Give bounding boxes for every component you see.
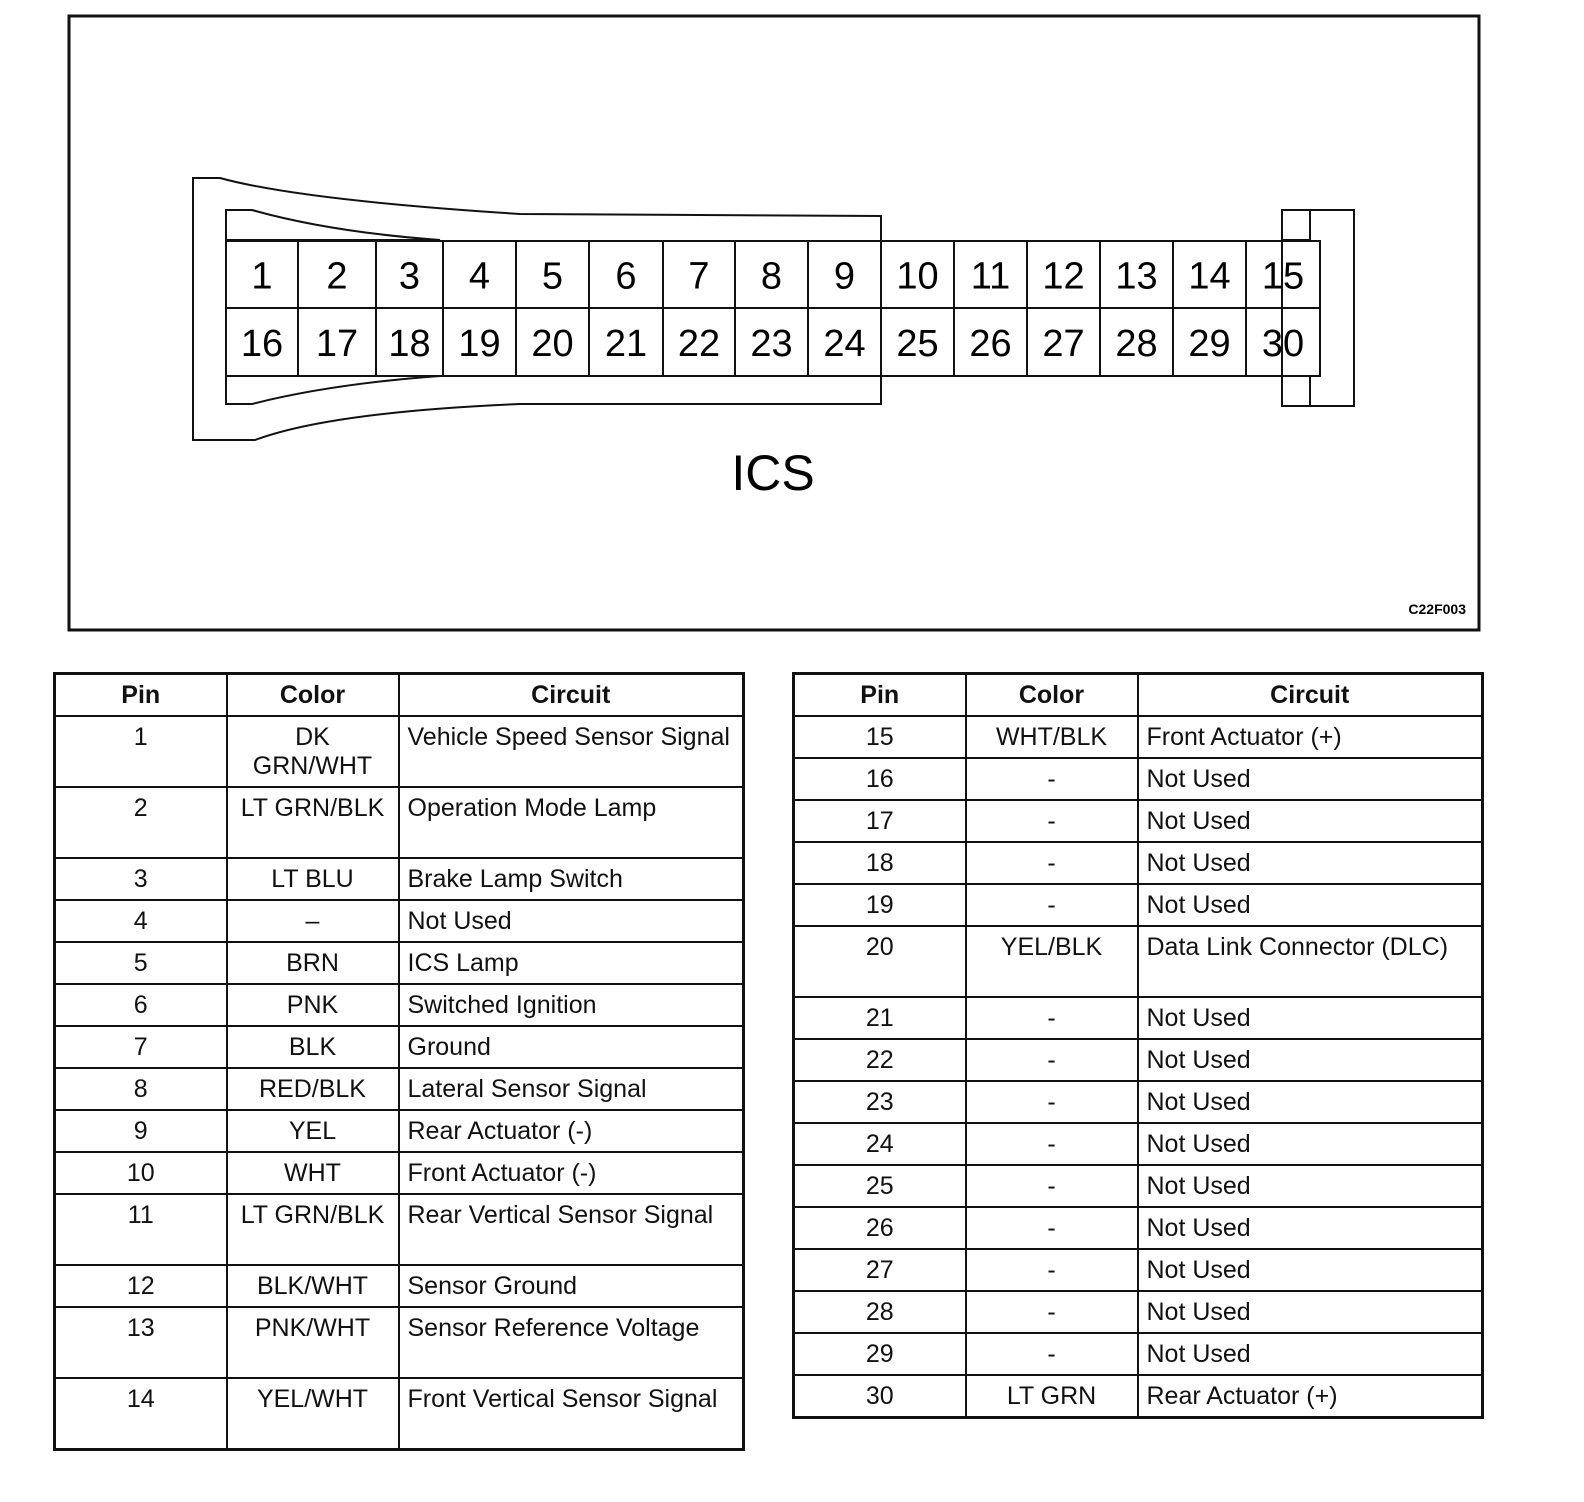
color-cell: YEL [227, 1110, 399, 1152]
pin-number: 3 [398, 255, 421, 298]
pin-number: 26 [969, 323, 1012, 365]
pin-number: 13 [1115, 255, 1158, 298]
table-row [55, 1152, 744, 1194]
pin-number: 5 [541, 255, 564, 298]
pin-table-left [53, 672, 745, 1451]
pin-cell-value: 1 [55, 716, 227, 787]
table-row [794, 1081, 1483, 1123]
pin-number: 29 [1188, 323, 1231, 365]
color-cell: YEL/WHT [227, 1378, 399, 1450]
pin-number: 4 [468, 255, 491, 298]
color-cell: LT BLU [227, 858, 399, 900]
circuit-cell: Rear Vertical Sensor Signal [399, 1194, 744, 1265]
table-row [794, 997, 1483, 1039]
table-row [55, 1026, 744, 1068]
color-cell: – [227, 900, 399, 942]
pin-number: 23 [750, 323, 793, 365]
pin-number: 16 [240, 323, 284, 365]
pin-cell-value: 7 [55, 1026, 227, 1068]
pin-cell-value: 18 [794, 842, 966, 884]
pin-number: 21 [604, 323, 648, 365]
pin-cell-value: 11 [55, 1194, 227, 1265]
table-row [794, 716, 1483, 758]
circuit-cell: Not Used [1138, 1207, 1483, 1249]
connector-diagram [0, 0, 1584, 640]
pin-cell-value: 27 [794, 1249, 966, 1291]
pin-cell-value: 16 [794, 758, 966, 800]
pin-cell-value: 4 [55, 900, 227, 942]
color-cell: - [966, 997, 1138, 1039]
circuit-cell: Rear Actuator (+) [1138, 1375, 1483, 1418]
color-cell: - [966, 1291, 1138, 1333]
table-row [794, 842, 1483, 884]
table-row [55, 787, 744, 858]
pin-cell-value: 29 [794, 1333, 966, 1375]
pin-cell-value: 3 [55, 858, 227, 900]
circuit-cell: Ground [399, 1026, 744, 1068]
circuit-cell: Front Actuator (-) [399, 1152, 744, 1194]
pin-number: 6 [615, 255, 637, 298]
pin-table-right [792, 672, 1484, 1419]
circuit-cell: Brake Lamp Switch [399, 858, 744, 900]
pin-number: 15 [1261, 255, 1305, 298]
header-pin: Pin [794, 674, 966, 717]
pin-cell-value: 2 [55, 787, 227, 858]
pin-number: 25 [896, 323, 939, 365]
circuit-cell: Sensor Ground [399, 1265, 744, 1307]
color-cell: WHT/BLK [966, 716, 1138, 758]
circuit-cell: Sensor Reference Voltage [399, 1307, 744, 1378]
pin-number: 30 [1261, 323, 1305, 365]
pin-cell-value: 21 [794, 997, 966, 1039]
color-cell: - [966, 1081, 1138, 1123]
pin-cell-value: 13 [55, 1307, 227, 1378]
color-cell: RED/BLK [227, 1068, 399, 1110]
pin-number: 12 [1042, 255, 1085, 298]
header-color: Color [966, 674, 1138, 717]
circuit-cell: Not Used [1138, 758, 1483, 800]
circuit-cell: Not Used [1138, 884, 1483, 926]
pin-cell-value: 6 [55, 984, 227, 1026]
circuit-cell: Not Used [1138, 997, 1483, 1039]
color-cell: PNK/WHT [227, 1307, 399, 1378]
table-row [794, 1249, 1483, 1291]
circuit-cell: Front Vertical Sensor Signal [399, 1378, 744, 1450]
pin-number: 7 [688, 255, 710, 298]
color-cell: PNK [227, 984, 399, 1026]
pin-cell-value: 30 [794, 1375, 966, 1418]
table-row [794, 1333, 1483, 1375]
table-row [55, 858, 744, 900]
circuit-cell: Data Link Connector (DLC) [1138, 926, 1483, 997]
color-cell: DK GRN/WHT [227, 716, 399, 787]
pin-cell-value: 5 [55, 942, 227, 984]
circuit-cell: Not Used [1138, 1333, 1483, 1375]
color-cell: - [966, 1333, 1138, 1375]
table-row [794, 926, 1483, 997]
header-color: Color [227, 674, 399, 717]
circuit-cell: Operation Mode Lamp [399, 787, 744, 858]
pin-number: 24 [823, 323, 866, 365]
right-latch-bottom [1282, 376, 1310, 406]
circuit-cell: Not Used [1138, 842, 1483, 884]
table-row [794, 884, 1483, 926]
table-header-row [794, 674, 1483, 717]
pin-number: 8 [760, 255, 783, 298]
header-pin: Pin [55, 674, 227, 717]
color-cell: - [966, 1039, 1138, 1081]
table-row [55, 942, 744, 984]
pin-number: 20 [531, 323, 574, 365]
color-cell: - [966, 884, 1138, 926]
color-cell: BLK/WHT [227, 1265, 399, 1307]
table-row [55, 716, 744, 787]
pin-number: 27 [1042, 323, 1085, 365]
pin-cell-value: 23 [794, 1081, 966, 1123]
table-row [794, 1165, 1483, 1207]
color-cell: - [966, 842, 1138, 884]
circuit-cell: Not Used [1138, 1123, 1483, 1165]
table-row [55, 900, 744, 942]
circuit-cell: Lateral Sensor Signal [399, 1068, 744, 1110]
pin-cell-value: 15 [794, 716, 966, 758]
pin-number: 10 [896, 255, 939, 298]
color-cell: WHT [227, 1152, 399, 1194]
pin-number: 1 [251, 255, 273, 298]
pin-number: 22 [677, 323, 721, 365]
header-circuit: Circuit [399, 674, 744, 717]
color-cell: - [966, 1123, 1138, 1165]
left-latch-bottom [226, 376, 440, 404]
color-cell: - [966, 1165, 1138, 1207]
color-cell: BLK [227, 1026, 399, 1068]
circuit-cell: Switched Ignition [399, 984, 744, 1026]
header-circuit: Circuit [1138, 674, 1483, 717]
table-row [794, 1291, 1483, 1333]
table-row [55, 1265, 744, 1307]
pin-cell-value: 9 [55, 1110, 227, 1152]
color-cell: BRN [227, 942, 399, 984]
table-row [794, 1375, 1483, 1418]
table-row [55, 1194, 744, 1265]
circuit-cell: Not Used [1138, 1081, 1483, 1123]
table-row [55, 1068, 744, 1110]
pin-cell-value: 28 [794, 1291, 966, 1333]
pin-cell-value: 24 [794, 1123, 966, 1165]
table-row [794, 800, 1483, 842]
circuit-cell: ICS Lamp [399, 942, 744, 984]
circuit-cell: Not Used [1138, 1039, 1483, 1081]
pin-cell-value: 26 [794, 1207, 966, 1249]
circuit-cell: Front Actuator (+) [1138, 716, 1483, 758]
color-cell: - [966, 758, 1138, 800]
table-row [794, 1123, 1483, 1165]
color-cell: LT GRN/BLK [227, 1194, 399, 1265]
table-header-row [55, 674, 744, 717]
color-cell: - [966, 1207, 1138, 1249]
pin-cell-value: 12 [55, 1265, 227, 1307]
figure-id: C22F003 [1408, 601, 1466, 617]
table-row [55, 1110, 744, 1152]
pin-cell-value: 22 [794, 1039, 966, 1081]
color-cell: - [966, 800, 1138, 842]
color-cell: - [966, 1249, 1138, 1291]
table-row [55, 1378, 744, 1450]
pin-number: 2 [326, 255, 348, 298]
pin-cell-value: 17 [794, 800, 966, 842]
table-row [55, 1307, 744, 1378]
pin-cell-value: 8 [55, 1068, 227, 1110]
circuit-cell: Not Used [1138, 1249, 1483, 1291]
pin-number: 19 [458, 323, 501, 365]
color-cell: YEL/BLK [966, 926, 1138, 997]
pin-cell-value: 10 [55, 1152, 227, 1194]
pin-number: 14 [1188, 255, 1231, 298]
pin-cell-value: 14 [55, 1378, 227, 1450]
left-latch-top [226, 210, 440, 240]
table-row [794, 758, 1483, 800]
pin-number: 11 [970, 255, 1011, 298]
color-cell: LT GRN [966, 1375, 1138, 1418]
right-latch-top [1282, 210, 1310, 240]
connector-label: ICS [731, 445, 815, 501]
circuit-cell: Vehicle Speed Sensor Signal [399, 716, 744, 787]
pin-number: 28 [1115, 323, 1158, 365]
pin-grid [226, 241, 1320, 376]
circuit-cell: Not Used [399, 900, 744, 942]
table-row [55, 984, 744, 1026]
circuit-cell: Not Used [1138, 1291, 1483, 1333]
circuit-cell: Not Used [1138, 1165, 1483, 1207]
circuit-cell: Rear Actuator (-) [399, 1110, 744, 1152]
pin-cell-value: 20 [794, 926, 966, 997]
pin-cell-value: 25 [794, 1165, 966, 1207]
pin-number: 9 [833, 255, 856, 298]
table-row [794, 1039, 1483, 1081]
pin-cell-value: 19 [794, 884, 966, 926]
color-cell: LT GRN/BLK [227, 787, 399, 858]
pin-number: 17 [315, 323, 359, 365]
table-row [794, 1207, 1483, 1249]
pin-number: 18 [388, 323, 431, 365]
circuit-cell: Not Used [1138, 800, 1483, 842]
